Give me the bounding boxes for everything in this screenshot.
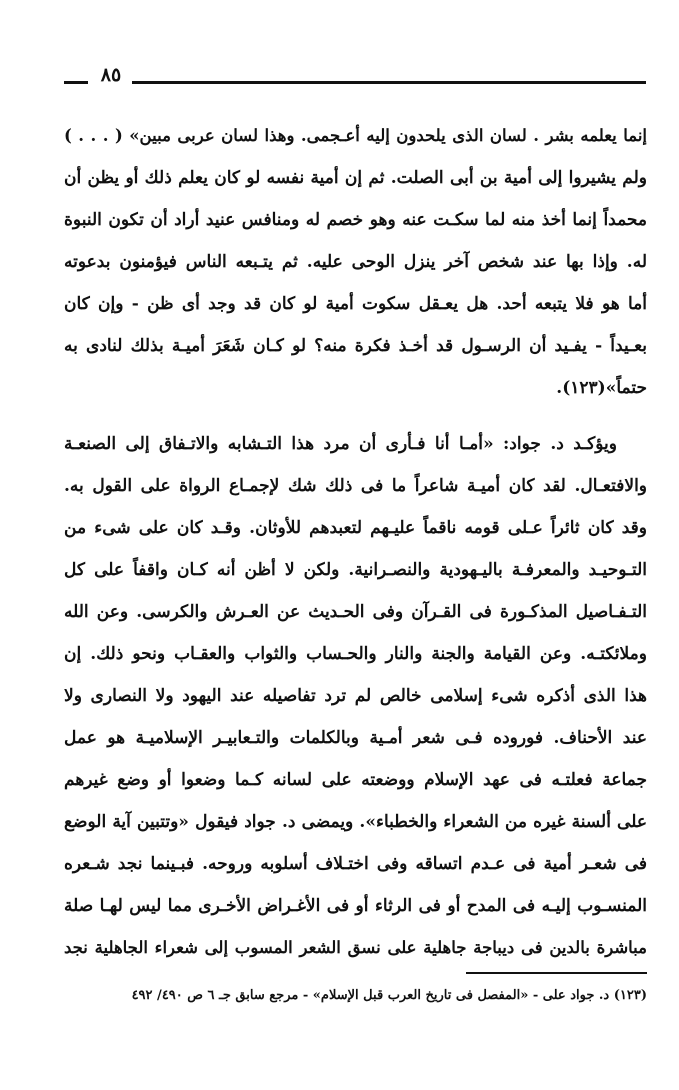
text-line: محمداً إنما أخذ منه لما سكـت عنه وهو خصم له ومنافس عنيد أراد أن تكون النبوة [64, 210, 647, 230]
header-rule-short [64, 81, 88, 84]
text-line: التـوحيـد والمعرفـة باليـهودية والنصـرانية. ولكن لا أظن أنه كـان واقفاً على كل [64, 560, 647, 580]
page-number: ٨٥ [100, 64, 122, 86]
footnote: (١٢٣) د. جواد على - «المفصل فى تاريخ العرب قبل الإسلام» - مرجع سابق جـ ٦ ص ٤٩٠/ ٤٩٢ [131, 988, 647, 1003]
text-line: إنما يعلمه بشر . لسان الذى يلحدون إليه أعـجمى. وهذا لسان عربى مبين» ( . . . ) [64, 126, 647, 145]
text-line: أما هو فلا يتبعه أحد. هل يعـقل سكوت أمية لو كان قد وجد أى ظن - وإن كان [64, 294, 647, 314]
text-line: جماعة فعلتـه فى عهد الإسلام ووضعته على لسانه كـما وضعوا أو وضع غيرهم [64, 770, 647, 790]
text-line: فى شعـر أمية فى عـدم اتساقه وفى اختـلاف أسلوبه وروحه. فبـينما نجد شـعره [64, 854, 647, 874]
paragraph-gap [64, 409, 647, 423]
text-line: التـفـاصيل المذكـورة فى القـرآن وفى الحـديث عن العـرش والكرسى. وعن الله [64, 602, 647, 622]
text-line: ولم يشيروا إلى أمية بن أبى الصلت. ثم إن أمية نفسه لو كان يعلم ذلك أو يظن أن [64, 168, 647, 188]
paragraph-2 [64, 423, 647, 969]
text-line: وملائكتـه. وعن القيامة والجنة والنار والحـساب والثواب والعقـاب ونحو ذلك. إن [64, 644, 647, 664]
text-line: المنسـوب إليـه فى المدح أو فى الرثاء أو فى الأغـراض الأخـرى مما ليس لهـا صلة [64, 896, 647, 916]
text-line: بعـيداً - يفـيد أن الرسـول قد أخـذ فكرة منه؟ لو كـان شَعَرَ أميـة بذلك لنادى به [64, 336, 647, 356]
text-line: حتماً»(١٢٣). [556, 378, 647, 398]
paragraph-1 [64, 115, 647, 409]
body-text [64, 115, 647, 969]
text-line: هذا الذى أذكره شىء إسلامى خالص لم ترد تفاصيله عند اليهود ولا النصارى ولا [64, 686, 647, 706]
page-header [64, 62, 646, 90]
footnote-rule [466, 972, 647, 974]
text-line: عند الأحناف. فوروده فـى شعر أمـية وبالكلمات والتـعابيـر الإسلاميـة هو عمل [64, 728, 647, 748]
text-line: ويؤكـد د. جواد: «أمـا أنا فـأرى أن مرد هذا التـشابه والاتـفاق إلى الصنعـة [64, 434, 617, 454]
text-line: مباشرة بالدين فى ديباجة جاهلية على نسق الشعر المسوب إلى شعراء الجاهلية نجد [64, 938, 647, 957]
text-line: وقد كان ثائراً عـلى قومه ناقماً عليـهم لتعبدهم للأوثان. وقـد كان على شىء من [64, 518, 647, 538]
text-line: على ألسنة غيره من الشعراء والخطباء». ويمضى د. جواد فيقول «وتتبين آية الوضع [64, 812, 647, 832]
text-line: والافتعـال. لقد كان أميـة شاعراً ما فى ذلك شك لإجمـاع الرواة على القول به. [64, 476, 647, 496]
text-line: له. وإذا بها عند شخص آخر ينزل الوحى عليه. ثم يتـبعه الناس فيؤمنون بدعوته [64, 252, 647, 272]
header-rule-long [132, 81, 646, 84]
